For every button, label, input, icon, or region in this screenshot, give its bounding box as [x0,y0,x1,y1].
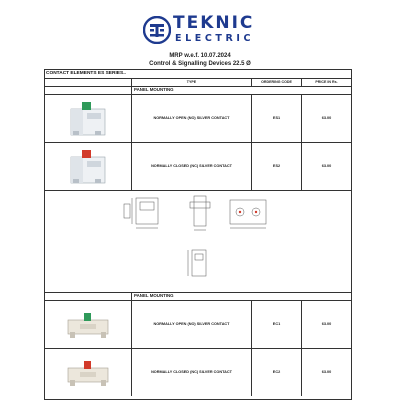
code-cell: EC1 [251,301,301,348]
code-cell: ES1 [251,95,301,142]
product-image-cell [45,143,131,190]
group-label: PANEL MOUNTING [134,293,174,298]
group-label-row [45,292,351,300]
column-header-row [45,78,351,86]
type-header: TYPE [131,79,251,86]
price-cell: 63.00 [301,301,351,348]
brand-name-top: TEKNIC [173,13,255,33]
brand-name-bottom: ELECTRIC [175,33,255,44]
table-row [45,142,351,190]
price-header: PRICE IN Rs. [301,79,351,86]
price-cell: 63.00 [301,349,351,396]
product-image-cell [45,349,131,396]
dimension-drawing [84,192,274,290]
catalog-subtitle: Control & Signalling Devices 22.5 Ø [149,61,251,67]
table-row [45,348,351,396]
table-row [45,300,351,348]
group-label-cell [131,87,351,94]
type-cell: NORMALLY CLOSED (NC) SILVER CONTACT [131,143,251,190]
contact-block-no-image [66,310,110,340]
group-label: PANEL MOUNTING [134,87,174,92]
contact-block-no-image [67,99,109,139]
group-image-spacer [45,87,131,94]
type-cell: NORMALLY OPEN (NO) SILVER CONTACT [131,95,251,142]
group-label-cell [131,293,351,300]
code-cell: ES2 [251,143,301,190]
code-header: ORDERING CODE [251,79,301,86]
product-image-cell [45,301,131,348]
teknic-logo-icon [143,16,171,44]
contact-block-nc-image [66,358,110,388]
type-cell: NORMALLY OPEN (NO) SILVER CONTACT [131,301,251,348]
type-cell: NORMALLY CLOSED (NC) SILVER CONTACT [131,349,251,396]
product-image-cell [45,95,131,142]
group-image-spacer [45,293,131,300]
mrp-date: MRP w.e.f. 10.07.2024 [169,53,231,59]
price-cell: 63.00 [301,95,351,142]
code-cell: EC2 [251,349,301,396]
teknic-logo [143,14,267,48]
group-label-row [45,86,351,94]
section-title-row [45,70,351,78]
contact-block-nc-image [67,147,109,187]
table-row [45,94,351,142]
price-cell: 63.00 [301,143,351,190]
section-title: CONTACT ELEMENTS ES SERIES.. [46,71,126,76]
image-header-cell [45,79,131,86]
